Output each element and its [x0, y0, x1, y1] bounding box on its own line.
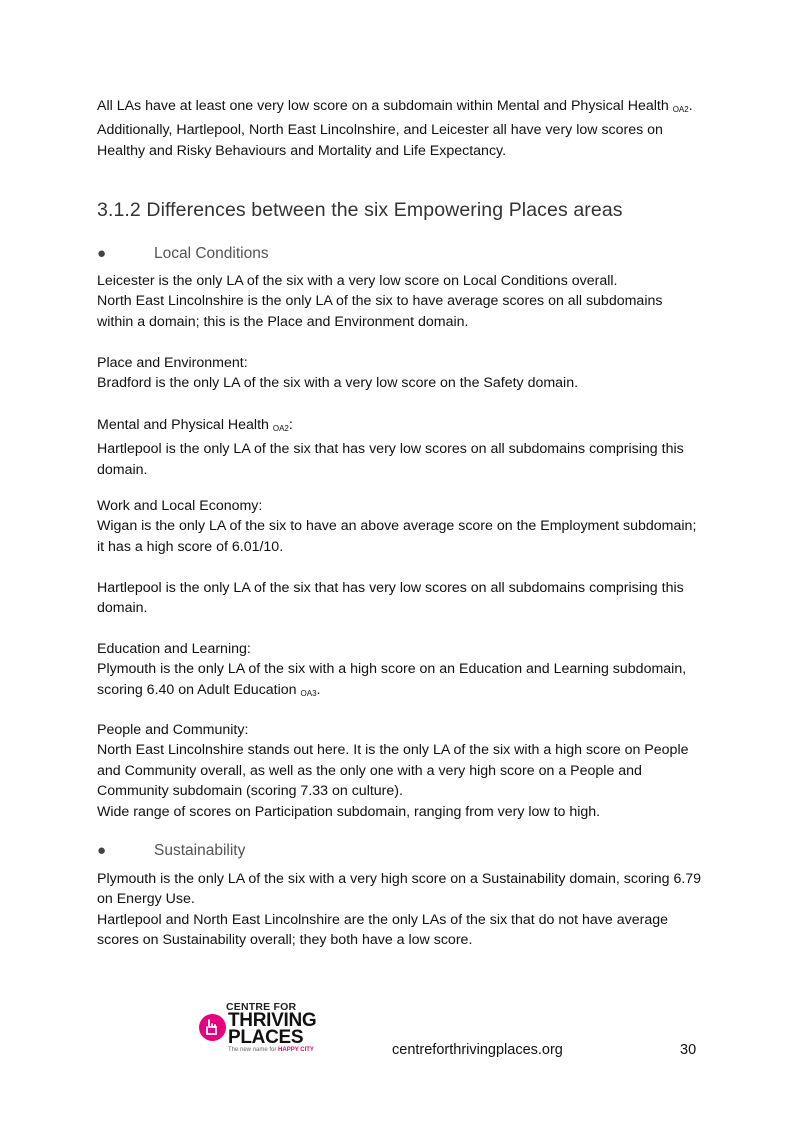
bullet-dot-icon: ● [97, 842, 107, 859]
subsection-heading: Place and Environment: [97, 355, 248, 371]
sustainability-paragraph [97, 869, 737, 951]
logo-hand-icon [199, 1014, 226, 1041]
text-line: Plymouth is the only LA of the six with a very high score on a Sustainability domain, scoring 6.79 [97, 871, 702, 887]
text-line: North East Lincolnshire is the only LA of the six to have average scores on all subdomains [97, 293, 663, 310]
intro-paragraph [97, 96, 737, 161]
bullet-label: Local Conditions [154, 245, 269, 262]
intro-line-3: Healthy and Risky Behaviours and Mortality and Life Expectancy. [97, 142, 507, 159]
bullet-dot-icon: ● [97, 245, 107, 262]
footnote-ref-oa3: OA3 [300, 688, 317, 698]
text-line: it has a high score of 6.01/10. [97, 538, 284, 555]
bullet-label: Sustainability [154, 842, 246, 859]
text-line: domain. [97, 461, 148, 478]
text-line: North East Lincolnshire stands out here. It is the only LA of the six with a high score on People [97, 742, 689, 759]
text-line: Wide range of scores on Participation subdomain, ranging from very low to high. [97, 803, 601, 820]
text-line: scoring 6.40 on Adult Education $_{OA3}$. [97, 681, 321, 698]
mental-health-paragraph [97, 415, 737, 480]
text-line: Hartlepool and North East Lincolnshire are the only LAs of the six that do not have average [97, 911, 668, 928]
logo-text: CENTRE FOR [226, 1001, 297, 1013]
text-line: Community subdomain (scoring 7.33 on culture). [97, 783, 403, 800]
centre-for-thriving-places-logo [199, 1001, 324, 1059]
page-number: 30 [680, 1042, 697, 1058]
section-heading: 3.1.2 Differences between the six Empowering Places areas [97, 199, 623, 221]
bullet-local-conditions [97, 245, 697, 267]
text-line: on Energy Use. [97, 891, 195, 908]
intro-line-2: Additionally, Hartlepool, North East Lincolnshire, and Leicester all have very low scores on [97, 122, 663, 139]
subsection-heading: Education and Learning: [97, 641, 251, 657]
text-line: Wigan is the only LA of the six to have an above average score on the Employment subdomain; [97, 518, 697, 535]
text-line: Plymouth is the only LA of the six with a high score on an Education and Learning subdomain, [97, 661, 687, 678]
subsection-heading: Mental and Physical Health $_{OA2}$: [97, 417, 293, 433]
education-paragraph [97, 639, 737, 704]
intro-line-1: All LAs have at least one very low score on a subdomain within Mental and Physical Health $_{OA2}$. [97, 98, 693, 114]
footnote-ref-oa2: OA2 [272, 424, 289, 433]
text-line: Hartlepool is the only LA of the six that has very low scores on all subdomains comprising this [97, 580, 684, 596]
work-economy-paragraph-2 [97, 578, 737, 619]
text-line: Bradford is the only LA of the six with a very low score on the Safety domain. [97, 375, 579, 392]
logo-tagline: The new name for HAPPY CITY [228, 1047, 314, 1053]
text-line: Leicester is the only LA of the six with a very low score on Local Conditions overall. [97, 273, 618, 289]
work-economy-paragraph [97, 496, 737, 557]
logo-text: THRIVING [228, 1010, 317, 1031]
text-line: and Community overall, as well as the only one with a very high score on a People and [97, 762, 642, 779]
subsection-heading: People and Community: [97, 722, 249, 738]
text-line: within a domain; this is the Place and Environment domain. [97, 313, 469, 330]
logo-text: PLACES [228, 1027, 304, 1048]
subsection-heading: Work and Local Economy: [97, 498, 263, 514]
place-environment-paragraph [97, 353, 737, 394]
bullet-sustainability [97, 842, 697, 864]
local-conditions-paragraph [97, 271, 737, 332]
text-line: domain. [97, 600, 148, 617]
text-line: Hartlepool is the only LA of the six that has very low scores on all subdomains comprising this [97, 441, 684, 458]
footnote-ref-oa2: OA2 [672, 105, 689, 114]
text-line: scores on Sustainability overall; they both have a low score. [97, 932, 473, 949]
people-community-paragraph [97, 720, 737, 822]
footer-url-link[interactable]: centreforthrivingplaces.org [392, 1042, 563, 1058]
